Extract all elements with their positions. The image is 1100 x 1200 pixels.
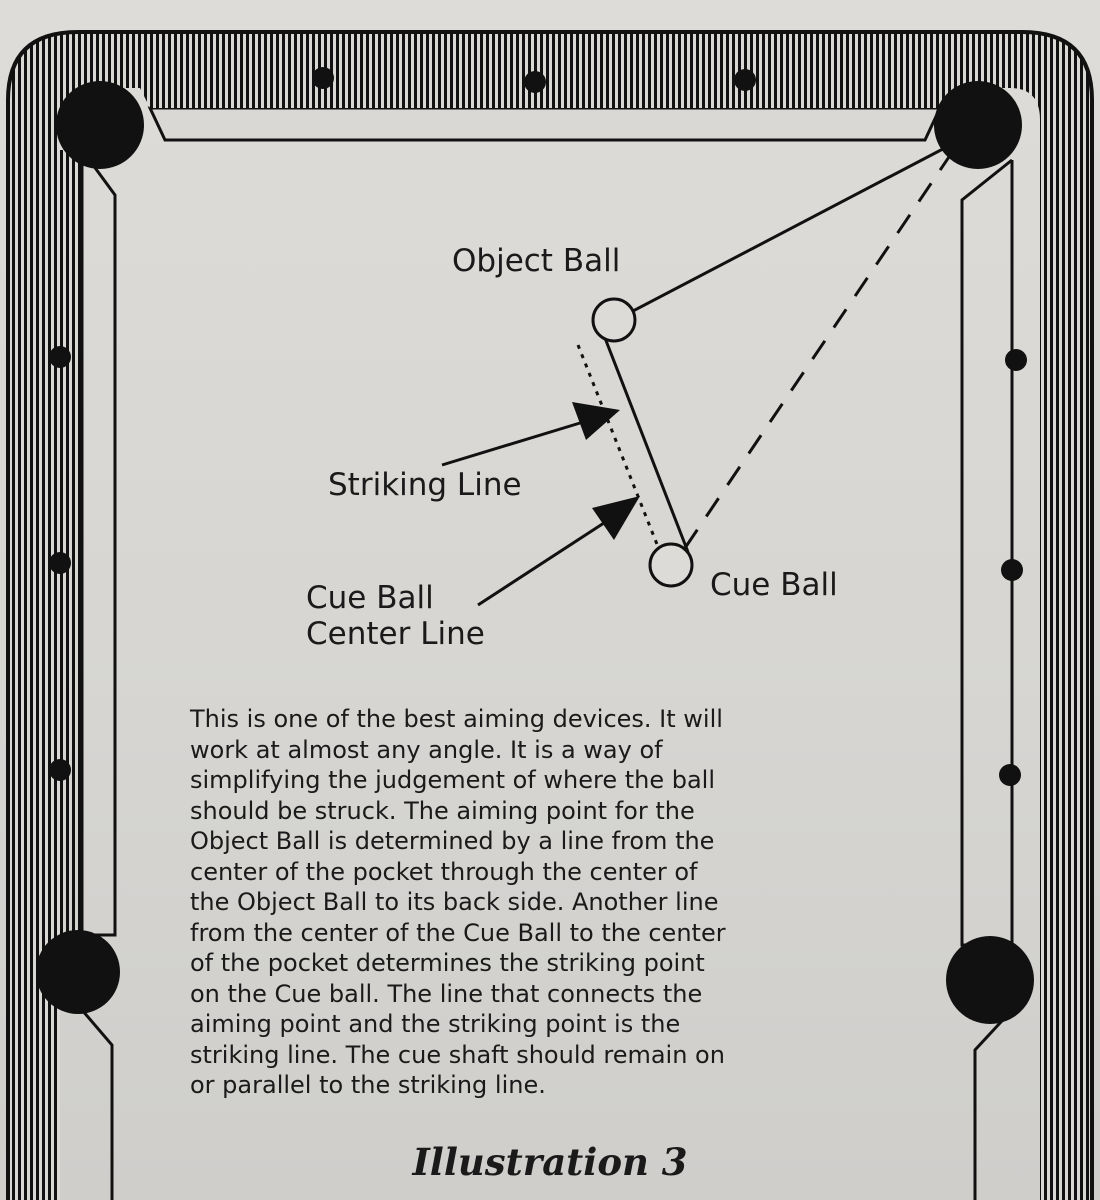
pocket-top-right (934, 81, 1022, 169)
description-line: center of the pocket through the center of (190, 857, 698, 886)
pocket-side-left (36, 930, 120, 1014)
description-line: Object Ball is determined by a line from the (190, 827, 715, 855)
description-line: aiming point and the striking point is the (190, 1010, 681, 1038)
aiming-lines (578, 140, 960, 572)
description-line: from the center of the Cue Ball to the center (190, 918, 726, 947)
cue-ball-center-line (578, 345, 668, 572)
striking-line-label: Striking Line (328, 467, 522, 503)
object-ball (593, 299, 635, 341)
description-line: This is one of the best aiming devices. It will (190, 705, 723, 733)
description-line: of the pocket determines the striking point (190, 949, 705, 977)
pocket-top-left (56, 81, 144, 169)
description-line: the Object Ball to its back side. Another line (190, 888, 719, 916)
description-line: simplifying the judgement of where the ball (190, 766, 716, 794)
cue-ball (650, 544, 692, 586)
striking-line-arrow (442, 423, 580, 465)
cue-ball-center-line-label-line-2: Center Line (306, 616, 485, 652)
cue-ball-center-line-label-line-1: Cue Ball (306, 580, 434, 616)
pocket-to-object-ball-line (612, 140, 960, 322)
pocket-side-right (946, 936, 1034, 1024)
cue-ball-center-line-arrow (478, 521, 607, 605)
cue-ball-center-line-arrowhead (592, 496, 640, 540)
cue-ball-center-line-label (306, 580, 485, 652)
description-line: striking line. The cue shaft should remain on (190, 1040, 725, 1069)
description-line: should be struck. The aiming point for the (190, 796, 695, 825)
striking-line-arrowhead (572, 402, 620, 440)
description-paragraph (190, 704, 890, 1101)
object-ball-label: Object Ball (452, 243, 621, 279)
cue-ball-to-pocket-dashed-line (685, 148, 955, 548)
description-line: or parallel to the striking line. (190, 1071, 546, 1099)
illustration-caption: Illustration 3 (412, 1140, 688, 1184)
cue-ball-label: Cue Ball (710, 567, 838, 603)
label-arrows (442, 402, 640, 605)
description-line: on the Cue ball. The line that connects the (190, 979, 703, 1008)
rail-diamonds (49, 67, 1027, 786)
description-line: work at almost any angle. It is a way of (190, 735, 663, 764)
